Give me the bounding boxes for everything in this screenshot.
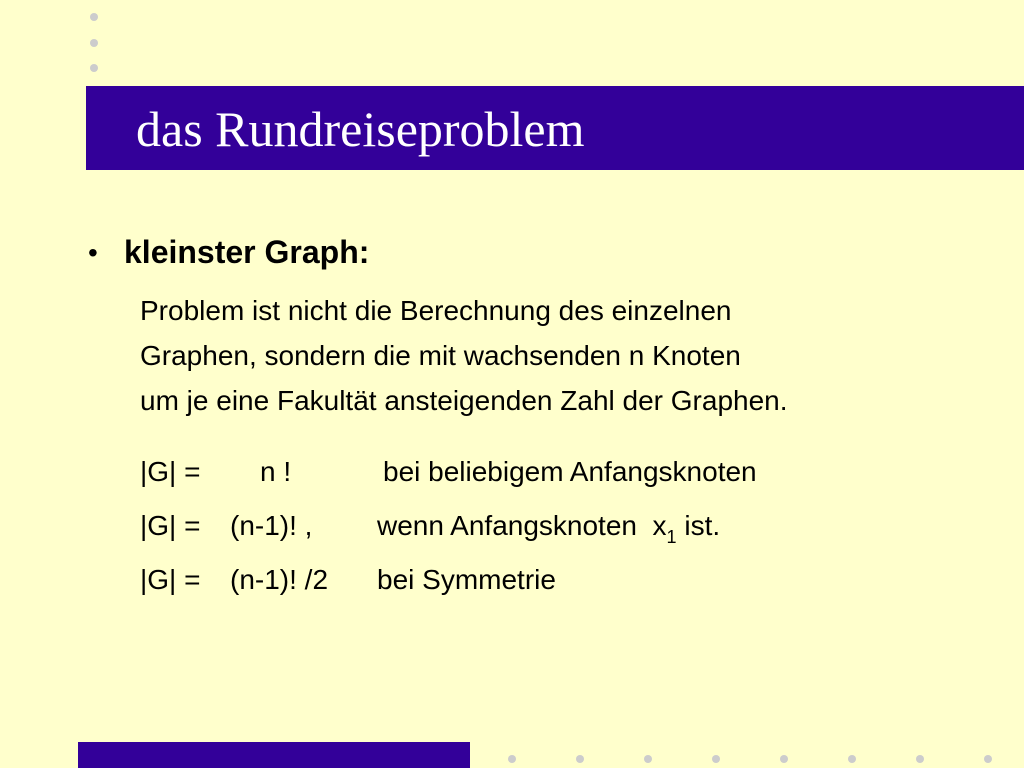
decorative-dot [780,755,788,763]
formula-description-text: bei Symmetrie [377,564,556,595]
formula-description-end: ist. [676,510,721,541]
decorative-dot [712,755,720,763]
bullet-marker: • [88,237,98,268]
formula-row [140,510,900,546]
bullet-heading: kleinster Graph: [124,234,370,270]
decorative-dot [90,39,98,47]
formula-subscript: 1 [666,527,677,547]
formula-lhs: |G| = [140,456,201,487]
formula-description-text: bei beliebigem Anfangsknoten [383,456,757,487]
title-bar [86,86,1024,170]
decorative-dot [916,755,924,763]
decorative-dot [848,755,856,763]
formula-lhs: |G| = [140,564,201,595]
decorative-dot [576,755,584,763]
formula-description [377,510,721,547]
formula-description [383,456,757,488]
decorative-dot [644,755,652,763]
paragraph-line: Problem ist nicht die Berechnung des einzelnen [140,295,732,326]
formula-row [140,564,900,600]
decorative-dot [90,13,98,21]
paragraph-line: Graphen, sondern die mit wachsenden n Knoten [140,340,741,371]
decorative-dot [984,755,992,763]
formula-expression: (n-1)! /2 [230,564,329,595]
paragraph-line: um je eine Fakultät ansteigenden Zahl der Graphen. [140,385,788,416]
formula-row [140,456,900,492]
formula-expression: (n-1)! , [230,510,313,541]
footer-bar [78,742,470,768]
formula-variable: x [652,510,667,541]
explanation-paragraph [140,288,788,423]
formula-description-text: wenn Anfangsknoten [377,510,637,541]
decorative-dot [90,64,98,72]
formula-lhs: |G| = [140,510,201,541]
formula-description [377,564,556,596]
slide-title: das Rundreiseproblem [136,101,585,157]
formula-expression: n ! [260,456,292,487]
decorative-dot [508,755,516,763]
